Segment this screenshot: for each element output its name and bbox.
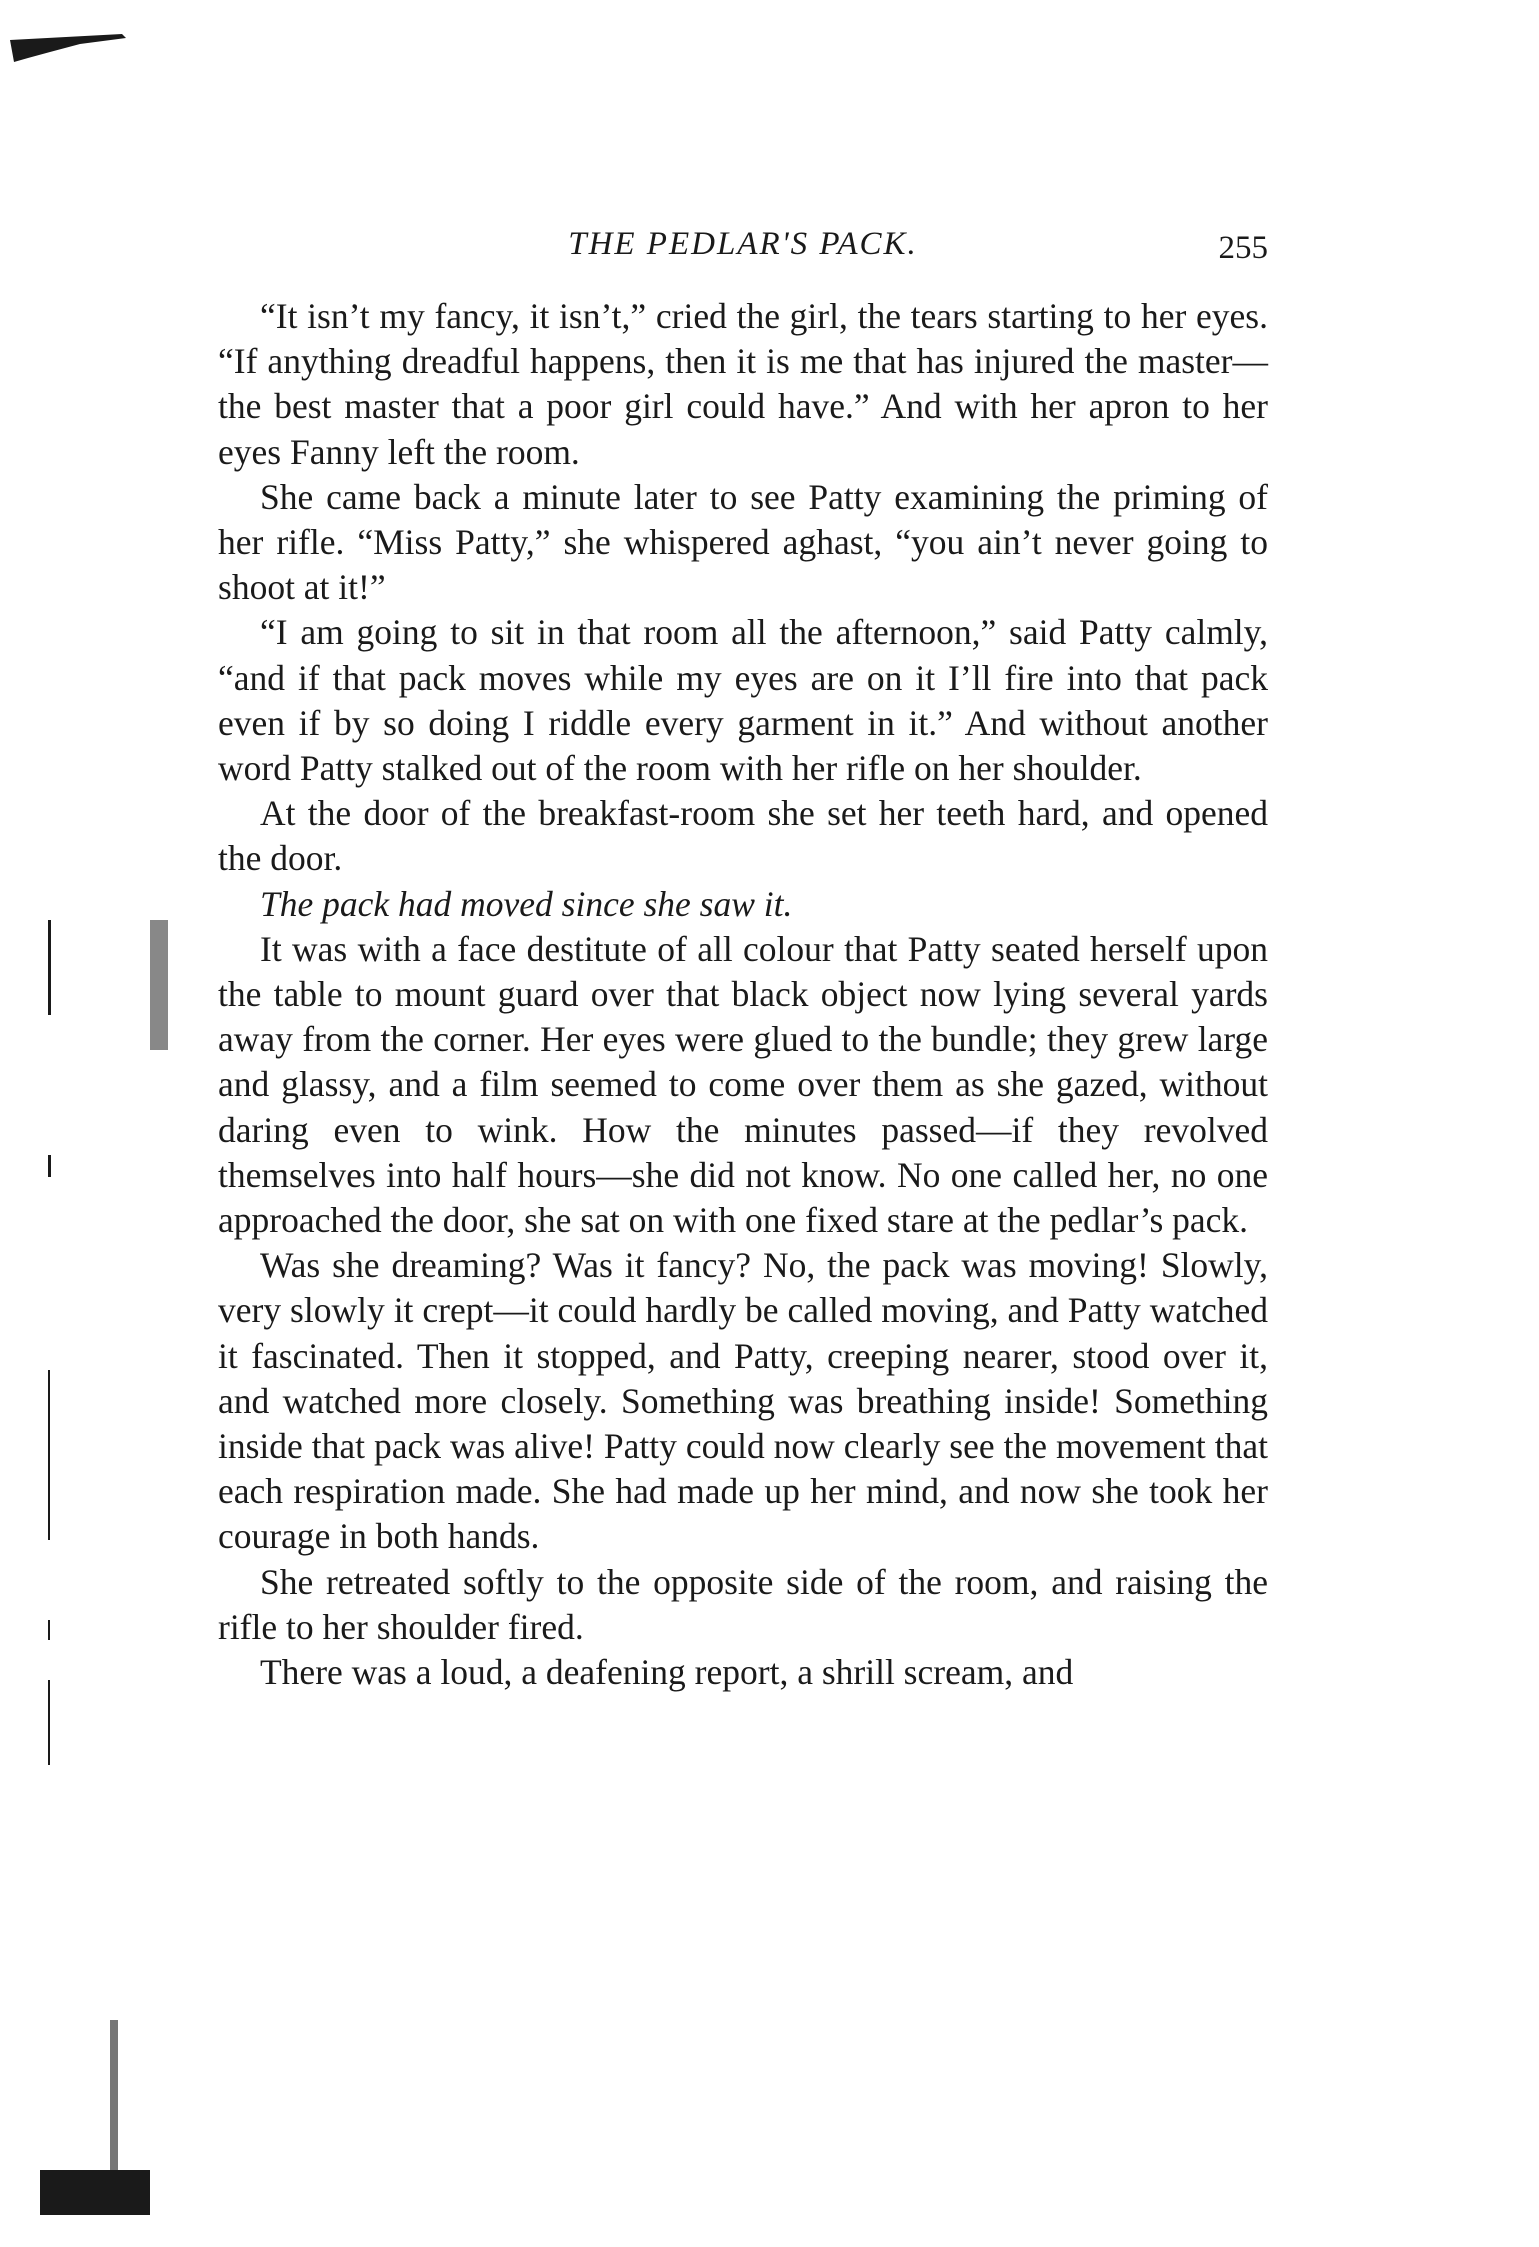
italic-paragraph: The pack had moved since she saw it. xyxy=(260,883,793,924)
scan-margin-mark xyxy=(48,1620,50,1640)
scan-margin-mark xyxy=(150,920,168,1050)
scan-margin-mark xyxy=(48,1155,51,1177)
scan-margin-mark xyxy=(48,920,51,1015)
scan-margin-mark xyxy=(48,1370,50,1540)
paragraph: It was with a face destitute of all colour that Patty seated herself upon the table to mount guard over that black object now lying several yards away from the corner. Her eyes were glued to the bundle; they grew large and glassy, and a film seemed to come over them as she gazed, without daring even to wink. How the minutes passed—if they revolved themselves into half hours—she did not know. No one called her, no one approached the door, she sat on with one fixed stare at the pedlar’s pack. xyxy=(218,928,1268,1241)
paragraph: At the door of the breakfast-room she set her teeth hard, and opened the door. xyxy=(218,793,1268,879)
paragraph: “I am going to sit in that room all the afternoon,” said Patty calmly, “and if that pack moves while my eyes are on it I’ll fire into that pack even if by so doing I riddle every garment in it.” And without another word Patty stalked out of the room with her rifle on her shoulder. xyxy=(218,612,1268,789)
scan-margin-mark xyxy=(40,2170,150,2215)
page-header xyxy=(218,226,1268,276)
page-number: 255 xyxy=(1218,230,1268,266)
paragraph: She came back a minute later to see Patty examining the priming of her rifle. “Miss Patty,” she whispered aghast, “you ain’t never going to shoot at it!” xyxy=(218,476,1268,608)
scan-margin-mark xyxy=(110,2020,118,2190)
running-head: THE PEDLAR'S PACK. xyxy=(568,226,918,262)
body-text xyxy=(218,294,1268,1695)
paragraph: She retreated softly to the opposite side of the room, and raising the rifle to her shoulder fired. xyxy=(218,1561,1268,1647)
paragraph: There was a loud, a deafening report, a shrill scream, and xyxy=(260,1652,1074,1693)
scan-margin-mark xyxy=(48,1680,50,1765)
paragraph: Was she dreaming? Was it fancy? No, the pack was moving! Slowly, very slowly it crept—it could hardly be called moving, and Patty watched it fascinated. Then it stopped, and Patty, creeping nearer, stood over it, and watched more closely. Something was breathing inside! Something inside that pack was alive! Patty could now clearly see the movement that each respiration made. She had made up her mind, and now she took her courage in both hands. xyxy=(218,1245,1268,1557)
scan-corner-mark xyxy=(10,32,130,62)
paragraph: “It isn’t my fancy, it isn’t,” cried the girl, the tears starting to her eyes. “If anything dreadful happens, then it is me that has injured the master—the best master that a poor girl could have.” And with her apron to her eyes Fanny left the room. xyxy=(218,296,1268,472)
